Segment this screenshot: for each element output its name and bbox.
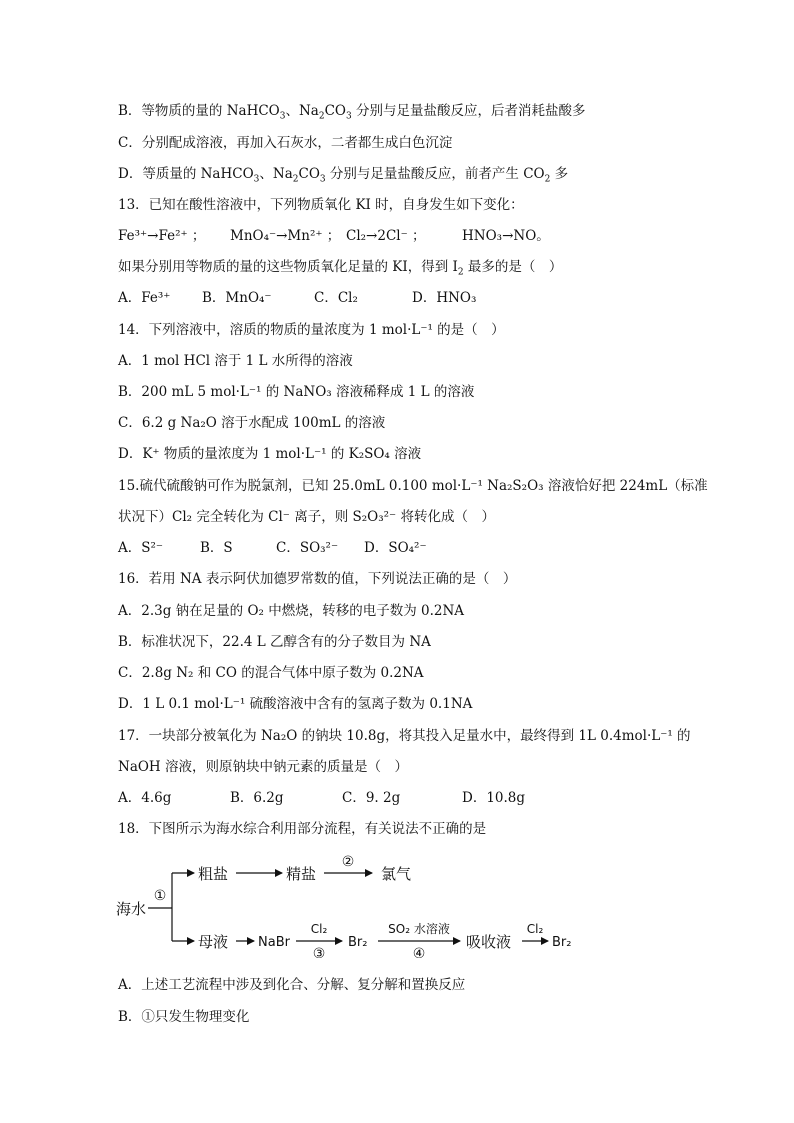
q15-line-2: 状况下）Cl₂ 完全转化为 Cl⁻ 离子，则 S₂O₃²⁻ 将转化成（ ）	[118, 509, 495, 525]
q14-option-b: B．200 mL 5 mol·L⁻¹ 的 NaNO₃ 溶液稀释成 1 L 的溶液	[118, 384, 475, 400]
q17-option-d: D．10.8g	[462, 790, 526, 806]
q13-changes	[118, 227, 550, 245]
flow-step-4: ④	[412, 946, 426, 958]
q13-option-a: A．Fe³⁺	[118, 290, 171, 306]
seawater-flow-diagram	[116, 848, 586, 958]
q17-line-1: 17．一块部分被氧化为 Na₂O 的钠块 10.8g，将其投入足量水中，最终得到 1L 0.4mol·L⁻¹ 的	[118, 728, 691, 744]
q18-option-b: B．①只发生物理变化	[118, 1009, 250, 1025]
q13-change-hno3: HNO₃→NO。	[462, 228, 550, 244]
q13-change-fe: Fe³⁺→Fe²⁺ ；	[118, 228, 206, 244]
q15-options	[118, 539, 427, 557]
q13-option-d: D．HNO₃	[412, 290, 477, 306]
q13-change-cl2: Cl₂→2Cl⁻ ；	[346, 228, 426, 244]
q16-option-d: D．1 L 0.1 mol·L⁻¹ 硫酸溶液中含有的氢离子数为 0.1NA	[118, 696, 473, 712]
flow-mother-liquor: 母液	[198, 933, 229, 951]
q18-option-a: A．上述工艺流程中涉及到化合、分解、复分解和置换反应	[118, 977, 466, 993]
flow-br2: Br₂	[348, 935, 368, 950]
q17-options	[118, 789, 525, 807]
flow-absorbent: 吸收液	[466, 933, 512, 951]
flow-chlorine: 氯气	[381, 865, 412, 883]
flow-crude-salt: 粗盐	[198, 865, 229, 883]
q16-stem: 16．若用 NA 表示阿伏加德罗常数的值，下列说法正确的是（ ）	[118, 571, 517, 587]
q15-option-b: B．S	[200, 540, 233, 556]
q17-line-2: NaOH 溶液，则原钠块中钠元素的质量是（ ）	[118, 759, 408, 775]
q14-option-d: D．K⁺ 物质的量浓度为 1 mol·L⁻¹ 的 K₂SO₄ 溶液	[118, 446, 422, 462]
q13-option-c: C．Cl₂	[314, 290, 358, 306]
q17-option-a: A．4.6g	[118, 790, 172, 806]
q17-option-b: B．6.2g	[230, 790, 284, 806]
flow-step-1: ①	[153, 888, 167, 904]
q13-question: 如果分别用等物质的量的这些物质氧化足量的 KI，得到 $I_2$ 最多的是（ ）	[118, 259, 563, 278]
q14-option-c: C．6.2 g Na₂O 溶于水配成 100mL 的溶液	[118, 415, 386, 431]
q12-option-d: D．等质量的 NaHCO$_3$、$Na_2CO_3$ 分别与足量盐酸反应，前者产生 $CO_2$ 多	[118, 166, 569, 185]
q13-change-mno4: MnO₄⁻→Mn²⁺ ；	[230, 228, 341, 244]
flow-seawater: 海水	[116, 900, 147, 918]
q13-option-b: B．MnO₄⁻	[202, 290, 272, 306]
flow-cl2-reagent: Cl₂	[310, 922, 328, 936]
q14-stem: 14．下列溶液中，溶质的物质的量浓度为 1 mol·L⁻¹ 的是（ ）	[118, 322, 505, 338]
q16-option-a: A．2.3g 钠在足量的 O₂ 中燃烧，转移的电子数为 0.2NA	[118, 603, 465, 619]
q16-option-c: C．2.8g N₂ 和 CO 的混合气体中原子数为 0.2NA	[118, 665, 424, 681]
flow-refined-salt: 精盐	[286, 865, 317, 883]
q13-stem: 13．已知在酸性溶液中，下列物质氧化 KI 时，自身发生如下变化：	[118, 197, 524, 213]
q15-line-1: 15.硫代硫酸钠可作为脱氯剂，已知 25.0mL 0.100 mol·L⁻¹ Na₂S₂O₃ 溶液恰好把 224mL（标准	[118, 478, 708, 494]
q14-option-a: A．1 mol HCl 溶于 1 L 水所得的溶液	[118, 353, 353, 369]
q15-option-c: C．SO₃²⁻	[276, 540, 339, 556]
q13-options	[118, 289, 476, 307]
q18-stem: 18．下图所示为海水综合利用部分流程，有关说法不正确的是	[118, 821, 487, 837]
flow-nabr: NaBr	[258, 935, 290, 950]
q16-option-b: B．标准状况下，22.4 L 乙醇含有的分子数目为 NA	[118, 634, 431, 650]
q12-option-c: C．分别配成溶液，再加入石灰水，二者都生成白色沉淀	[118, 135, 453, 151]
flow-step-2: ②	[341, 854, 355, 870]
flow-cl2-final: Cl₂	[526, 922, 544, 936]
q15-option-a: A．S²⁻	[118, 540, 164, 556]
q17-option-c: C．9. 2g	[342, 790, 401, 806]
flow-step-3: ③	[312, 946, 326, 958]
q15-option-d: D．SO₄²⁻	[364, 540, 427, 556]
flow-so2-solution: SO₂ 水溶液	[388, 922, 450, 936]
flow-br2-final: Br₂	[552, 935, 572, 950]
q12-option-b: B．等物质的量的 NaHCO$_3$、$Na_2CO_3$ 分别与足量盐酸反应，后者消耗盐酸多	[118, 103, 586, 122]
